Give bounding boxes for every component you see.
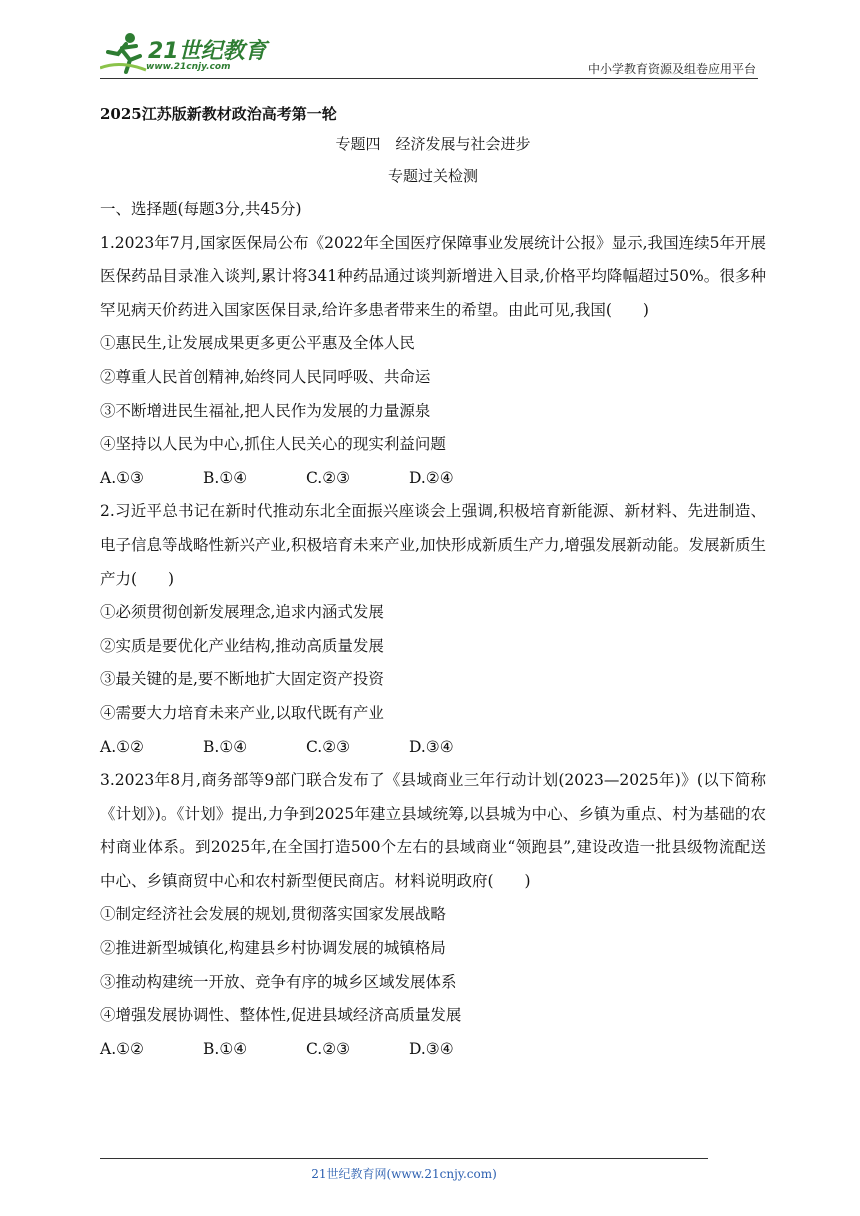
statement-item: ②推进新型城镇化,构建县乡村协调发展的城镇格局 <box>100 939 446 958</box>
statement-item: ③最关键的是,要不断地扩大固定资产投资 <box>100 670 384 689</box>
option-d: D.②④ <box>409 468 454 487</box>
option-b: B.①④ <box>203 1039 248 1058</box>
document-body <box>100 100 766 1066</box>
logo-text: 21世纪教育 <box>148 39 267 64</box>
document-series-title: 2025江苏版新教材政治高考第一轮 <box>100 105 337 123</box>
option-b: B.①④ <box>203 737 248 756</box>
option-a: A.①② <box>100 737 144 756</box>
question-stem: 3.2023年8月,商务部等9部门联合发布了《县域商业三年行动计划(2023—2025年)》(以下简称《计划》)。《计划》提出,力争到2025年建立县域统筹,以县城为中心、乡镇为重点、村为基础的农村商业体系。到2025年,在全国打造500个左右的县域商业“领跑县”,建设改造一批县级物流配送中心、乡镇商贸中心和农村新型便民商店。材料说明政府( ) <box>100 771 766 890</box>
option-c: C.②③ <box>306 737 351 756</box>
answer-options <box>100 731 766 765</box>
statement-item: ④需要大力培育未来产业,以取代既有产业 <box>100 703 384 722</box>
answer-options <box>100 1033 766 1067</box>
statement-item: ②尊重人民首创精神,始终同人民同呼吸、共命运 <box>100 367 431 386</box>
topic-title: 专题四 经济发展与社会进步 <box>335 135 531 153</box>
footer-link[interactable]: 21世纪教育网(www.21cnjy.com) <box>311 1167 497 1181</box>
question-stem: 1.2023年7月,国家医保局公布《2022年全国医疗保障事业发展统计公报》显示,我国连续5年开展医保药品目录准入谈判,累计将341种药品通过谈判新增进入目录,价格平均降幅超过50%。很多种罕见病天价药进入国家医保目录,给许多患者带来生的希望。由此可见,我国( ) <box>100 233 766 319</box>
runner-logo-icon <box>100 30 150 76</box>
option-c: C.②③ <box>306 468 351 487</box>
statement-item: ③不断增进民生福祉,把人民作为发展的力量源泉 <box>100 401 431 420</box>
logo <box>100 30 270 78</box>
question-3 <box>100 764 766 1066</box>
option-a: A.①② <box>100 1039 144 1058</box>
option-c: C.②③ <box>306 1039 351 1058</box>
answer-options <box>100 462 766 496</box>
question-2 <box>100 495 766 764</box>
statement-item: ③推动构建统一开放、竞争有序的城乡区域发展体系 <box>100 972 457 991</box>
header-platform-text: 中小学教育资源及组卷应用平台 <box>587 62 756 76</box>
statement-item: ②实质是要优化产业结构,推动高质量发展 <box>100 636 384 655</box>
statement-item: ①必须贯彻创新发展理念,追求内涵式发展 <box>100 603 384 622</box>
option-d: D.③④ <box>409 737 454 756</box>
option-b: B.①④ <box>203 468 248 487</box>
statement-item: ①制定经济社会发展的规划,贯彻落实国家发展战略 <box>100 905 446 924</box>
subtitle: 专题过关检测 <box>387 167 478 185</box>
option-d: D.③④ <box>409 1039 454 1058</box>
question-1 <box>100 227 766 496</box>
logo-url: www.21cnjy.com <box>146 62 231 72</box>
header-divider <box>100 78 758 79</box>
question-stem: 2.习近平总书记在新时代推动东北全面振兴座谈会上强调,积极培育新能源、新材料、先进制造、电子信息等战略性新兴产业,积极培育未来产业,加快形成新质生产力,增强发展新动能。发展新质生产力( ) <box>100 502 766 588</box>
statement-item: ④坚持以人民为中心,抓住人民关心的现实利益问题 <box>100 435 446 454</box>
statement-item: ④增强发展协调性、整体性,促进县域经济高质量发展 <box>100 1006 462 1025</box>
footer-divider <box>100 1158 708 1159</box>
section-heading: 一、选择题(每题3分,共45分) <box>100 200 302 218</box>
option-a: A.①③ <box>100 468 144 487</box>
statement-item: ①惠民生,让发展成果更多更公平惠及全体人民 <box>100 334 415 353</box>
page-header <box>100 30 758 80</box>
